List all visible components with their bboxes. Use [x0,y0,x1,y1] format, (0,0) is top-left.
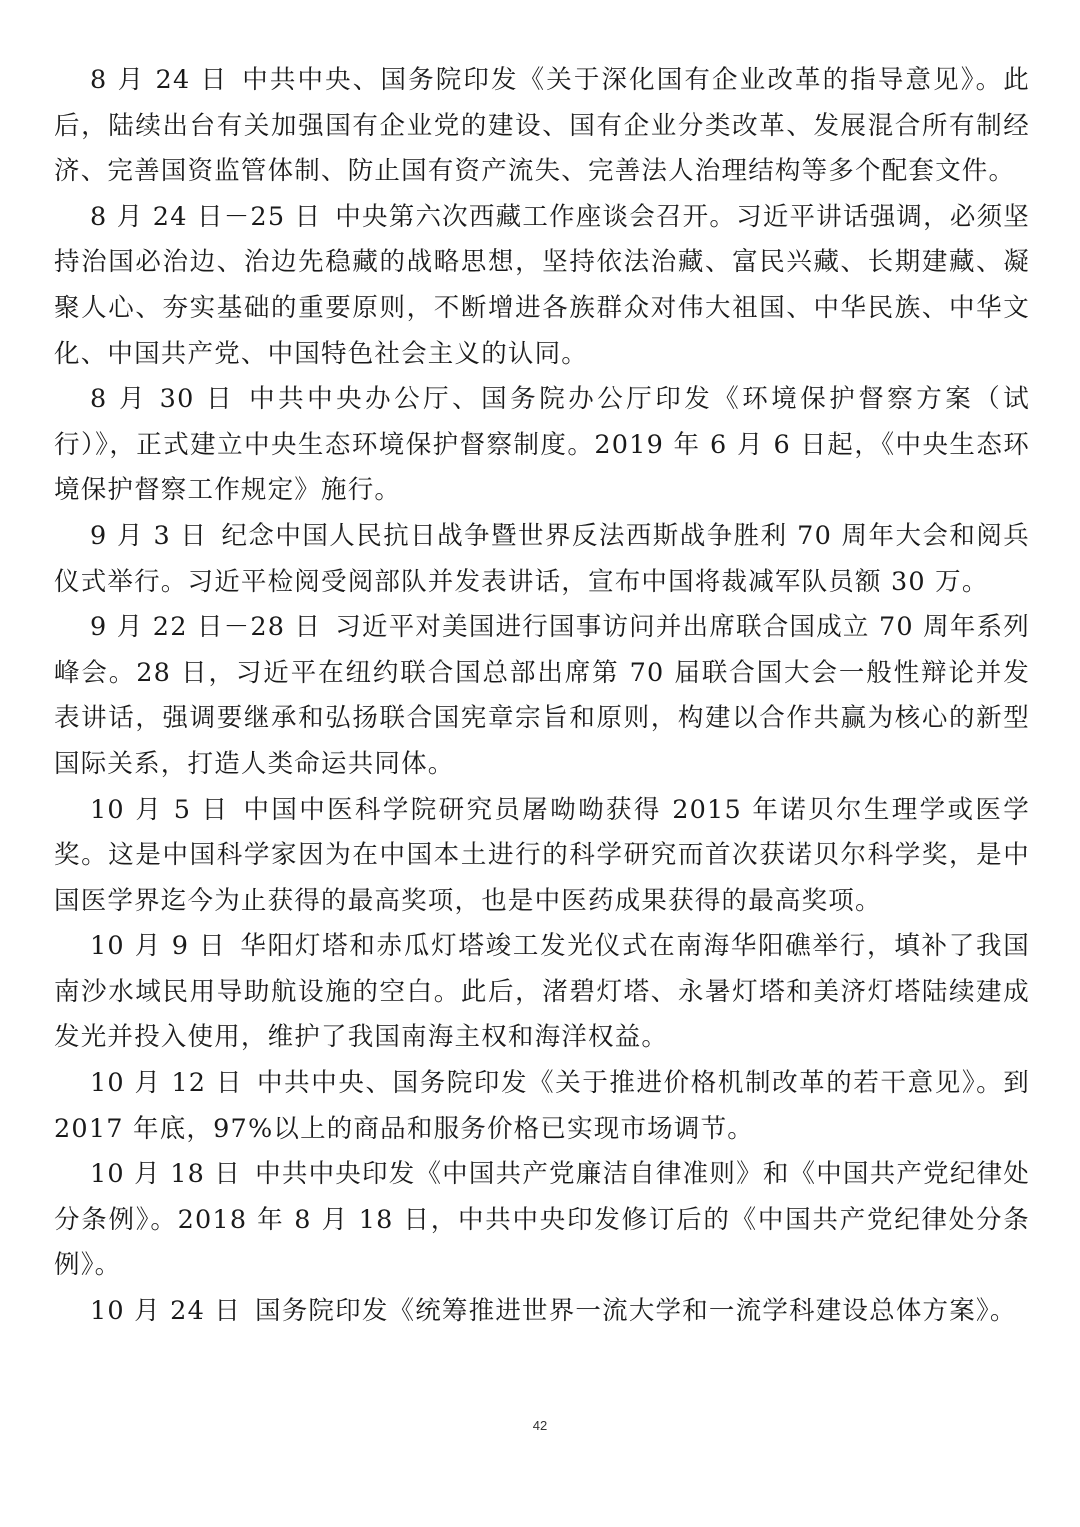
chronology-entry [54,1289,1030,1335]
page-number: 42 [532,1418,548,1433]
entry-date: 9 月 22 日－28 日 [90,612,322,643]
entry-text: 中国中医科学院研究员屠呦呦获得 2015 年诺贝尔生理学或医学奖。这是中国科学家因为在中国本土进行的科学研究而首次获诺贝尔科学奖，是中国医学界迄今为止获得的最高奖项，也是中医药成果获得的最高奖项。 [54,794,1030,916]
entry-text: 华阳灯塔和赤瓜灯塔竣工发光仪式在南海华阳礁举行，填补了我国南沙水域民用导助航设施的空白。此后，渚碧灯塔、永暑灯塔和美济灯塔陆续建成发光并投入使用，维护了我国南海主权和海洋权益。 [54,931,1030,1053]
entry-text: 习近平对美国进行国事访问并出席联合国成立 70 周年系列峰会。28 日，习近平在纽约联合国总部出席第 70 届联合国大会一般性辩论并发表讲话，强调要继承和弘扬联合国宪章宗旨和原则，构建以合作共赢为核心的新型国际关系，打造人类命运共同体。 [54,612,1030,779]
entry-date: 10 月 18 日 [90,1159,242,1190]
entry-date: 10 月 12 日 [90,1068,244,1099]
chronology-entry [54,377,1030,514]
entry-text: 国务院印发《统筹推进世界一流大学和一流学科建设总体方案》。 [255,1296,1017,1327]
chronology-entry [54,788,1030,925]
entry-text: 中共中央印发《中国共产党廉洁自律准则》和《中国共产党纪律处分条例》。2018 年 8 月 18 日，中共中央印发修订后的《中国共产党纪律处分条例》。 [54,1159,1030,1281]
entry-date: 10 月 5 日 [90,794,230,825]
entry-date: 8 月 30 日 [90,384,236,415]
entry-text: 中共中央、国务院印发《关于深化国有企业改革的指导意见》。此后，陆续出台有关加强国有企业党的建设、国有企业分类改革、发展混合所有制经济、完善国资监管体制、防止国有资产流失、完善法人治理结构等多个配套文件。 [54,65,1030,187]
entry-date: 8 月 24 日 [90,65,229,95]
entry-text: 中共中央办公厅、国务院办公厅印发《环境保护督察方案（试行）》，正式建立中央生态环境保护督察制度。2019 年 6 月 6 日起，《中央生态环境保护督察工作规定》施行。 [54,384,1030,506]
entry-text: 纪念中国人民抗日战争暨世界反法西斯战争胜利 70 周年大会和阅兵仪式举行。习近平检阅受阅部队并发表讲话，宣布中国将裁减军队员额 30 万。 [54,520,1031,597]
chronology-entry [54,195,1030,377]
chronology-entry [54,58,1030,195]
chronology-entry [54,1061,1030,1152]
entry-date: 8 月 24 日－25 日 [90,201,322,232]
entry-date: 9 月 3 日 [90,520,208,551]
chronology-entry [54,514,1030,605]
chronology-entry [54,924,1030,1061]
entry-date: 10 月 24 日 [90,1296,242,1327]
entry-text: 中共中央、国务院印发《关于推进价格机制改革的若干意见》。到 2017 年底，97%以上的商品和服务价格已实现市场调节。 [54,1068,1030,1144]
chronology-entry [54,1152,1030,1289]
entry-date: 10 月 9 日 [90,931,227,962]
entry-text: 中央第六次西藏工作座谈会召开。习近平讲话强调，必须坚持治国必治边、治边先稳藏的战略思想，坚持依法治藏、富民兴藏、长期建藏、凝聚人心、夯实基础的重要原则，不断增进各族群众对伟大祖国、中华民族、中华文化、中国共产党、中国特色社会主义的认同。 [54,201,1030,369]
chronology-text [54,58,1030,1335]
chronology-entry [54,605,1030,787]
